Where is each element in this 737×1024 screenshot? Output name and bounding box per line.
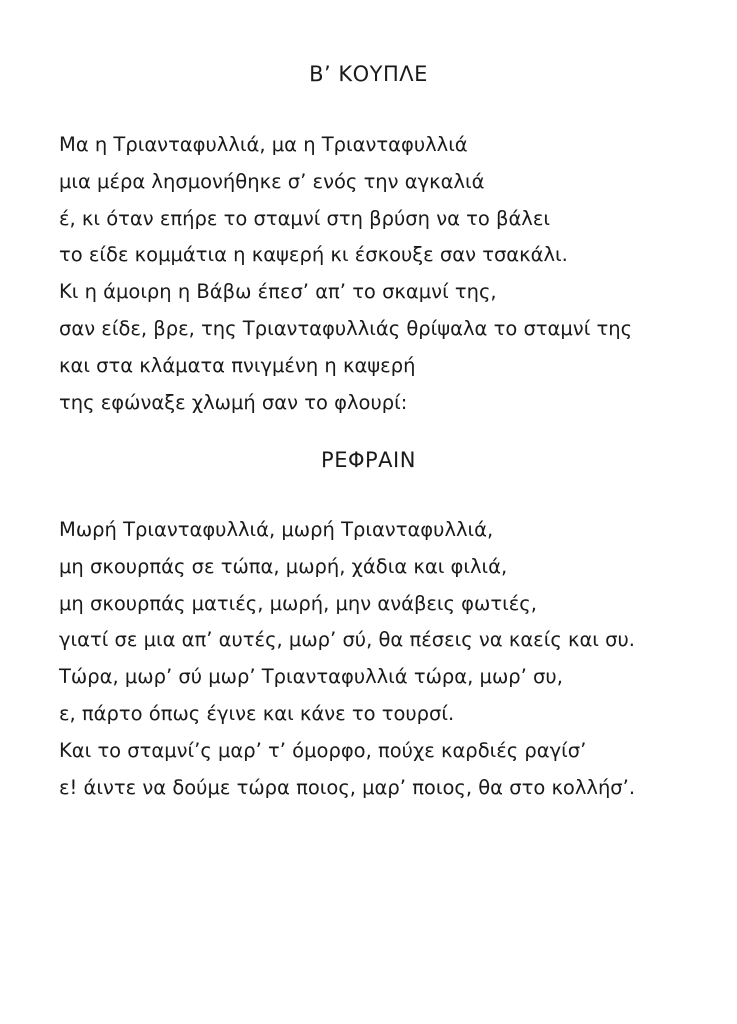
refrain-stanza xyxy=(59,512,719,806)
verse-heading: Β’ ΚΟΥΠΛΕ xyxy=(309,62,428,86)
refrain-heading: ΡΕΦΡΑΙΝ xyxy=(321,448,416,472)
verse-line: της εφώναξε χλωμή σαν το φλουρί: xyxy=(59,390,408,414)
refrain-line: Τώρα, μωρ’ σύ μωρ’ Τριανταφυλλιά τώρα, μωρ’ συ, xyxy=(59,665,563,689)
verse-line: έ, κι όταν επήρε το σταμνί στη βρύση να το βάλει xyxy=(59,206,550,230)
verse-line: το είδε κομμάτια η καψερή κι έσκουξε σαν τσακάλι. xyxy=(59,243,568,267)
verse-line: Κι η άμοιρη η Βάβω έπεσ’ απ’ το σκαμνί της, xyxy=(59,280,497,304)
refrain-line: μη σκουρπάς σε τώπα, μωρή, χάδια και φιλιά, xyxy=(59,554,508,578)
verse-stanza xyxy=(59,127,719,421)
refrain-line: Μωρή Τριανταφυλλιά, μωρή Τριανταφυλλιά, xyxy=(59,518,494,541)
refrain-line: ε, πάρτο όπως έγινε και κάνε το τουρσί. xyxy=(59,701,455,725)
refrain-line: μη σκουρπάς ματιές, μωρή, μην ανάβεις φωτιές, xyxy=(59,591,537,615)
refrain-line: ε! άιντε να δούμε τώρα ποιος, μαρ’ ποιος, θα στο κολλήσ’. xyxy=(59,775,636,799)
verse-line: Μα η Τριανταφυλλιά, μα η Τριανταφυλλιά xyxy=(59,133,468,156)
refrain-line: γιατί σε μια απ’ αυτές, μωρ’ σύ, θα πέσεις να καείς και συ. xyxy=(59,628,635,652)
verse-line: σαν είδε, βρε, της Τριανταφυλλιάς θρίψαλα το σταμνί της xyxy=(59,316,633,340)
verse-line: και στα κλάματα πνιγμένη η καψερή xyxy=(59,353,416,377)
verse-line: μια μέρα λησμονήθηκε σ’ ενός την αγκαλιά xyxy=(59,169,485,193)
refrain-line: Και το σταμνί’ς μαρ’ τ’ όμορφο, πούχε καρδιές ραγίσ’ xyxy=(59,738,587,762)
